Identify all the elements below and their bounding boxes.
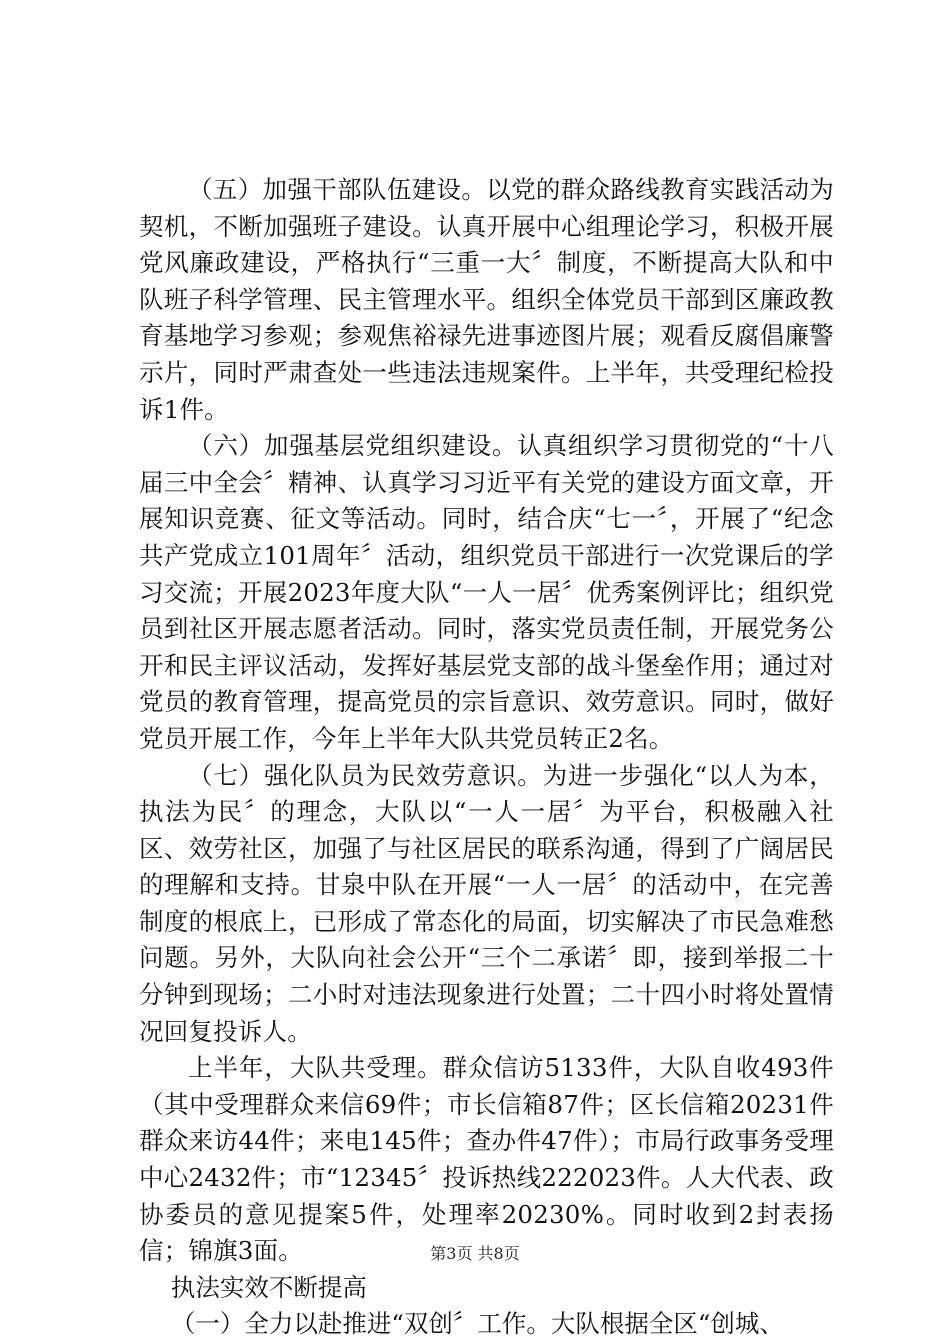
paragraph-petition-statistics: 上半年，大队共受理。群众信访5133件，大队自收493件（其中受理群众来信69件；市长信箱87件；区长信箱20231件群众来访44件；来电145件；查办件47件）；市局行政事务受理中心2432件；市“12345〞投诉热线222023件。人大代表、政协委员的意见提案5件，处理率20230%。同时收到2封表扬信；锦旗3面。 [139,1053,834,1266]
paragraph-cadre-building: （五）加强干部队伍建设。以党的群众路线教育实践活动为契机，不断加强班子建设。认真开展中心组理论学习，积极开展党风廉政建设，严格执行“三重一大〞制度，不断提高大队和中队班子科学管理、民主管理水平。组织全体党员干部到区廉政教育基地学习参观；参观焦裕禄先进事迹图片展；观看反腐倡廉警示片，同时严肃查处一些违法违规案件。上半年，共受理纪检投诉1件。 [139,175,834,424]
document-body [139,172,834,1343]
paragraph-service-awareness: （七）强化队员为民效劳意识。为进一步强化“以人为本，执法为民〞的理念，大队以“一人一居〞为平台，积极融入社区、效劳社区，加强了与社区居民的联系沟通，得到了广阔居民的理解和支持。甘泉中队在开展“一人一居〞的活动中，在完善制度的根底上，已形成了常态化的局面，切实解决了市民急难愁问题。另外，大队向社会公开“三个二承诺〞即，接到举报二十分钟到现场；二小时对违法现象进行处置；二十四小时将处置情况回复投诉人。 [139,760,834,1046]
page-footer: 第3页 共8页 [430,1244,520,1263]
paragraph-party-organization: （六）加强基层党组织建设。认真组织学习贯彻党的“十八届三中全会〞精神、认真学习习近平有关党的建设方面文章，开展知识竞赛、征文等活动。同时，结合庆“七一〞，开展了“纪念共产党成立101周年〞活动，组织党员干部进行一次党课后的学习交流；开展2023年度大队“一人一居〞优秀案例评比；组织党员到社区开展志愿者活动。同时，落实党员责任制，开展党务公开和民主评议活动，发挥好基层党支部的战斗堡垒作用；通过对党员的教育管理，提高党员的宗旨意识、效劳意识。同时，做好党员开展工作，今年上半年大队共党员转正2名。 [139,431,834,753]
section-heading: 执法实效不断提高 [170,1272,367,1302]
paragraph-double-creation: （一）全力以赴推进“双创〞工作。大队根据全区“创城、 [170,1309,784,1339]
